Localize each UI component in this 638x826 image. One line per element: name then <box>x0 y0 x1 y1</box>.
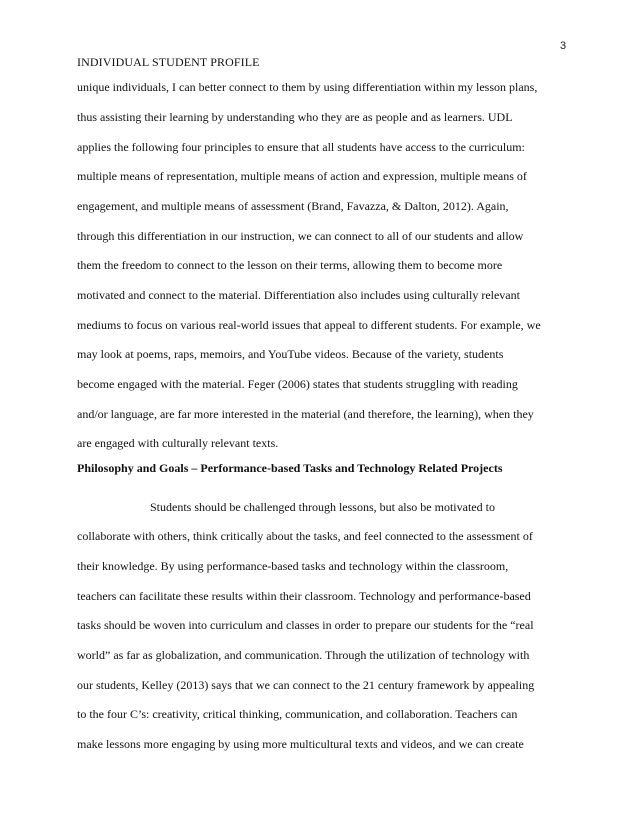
paragraph-line: Students should be challenged through lessons, but also be motivated to <box>150 500 495 514</box>
paragraph-line: tasks should be woven into curriculum and classes in order to prepare our students for the “real <box>77 618 534 632</box>
paragraph-line: and/or language, are far more interested in the material (and therefore, the learning), when they <box>77 407 534 421</box>
paragraph-line: become engaged with the material. Feger (2006) states that students struggling with reading <box>77 377 518 391</box>
paragraph-line: multiple means of representation, multiple means of action and expression, multiple means of <box>77 169 527 183</box>
paragraph-line: make lessons more engaging by using more multicultural texts and videos, and we can create <box>77 737 524 751</box>
paragraph-line: collaborate with others, think critically about the tasks, and feel connected to the assessment of <box>77 529 533 543</box>
paragraph-line: them the freedom to connect to the lesson on their terms, allowing them to become more <box>77 258 503 272</box>
paragraph-line: may look at poems, raps, memoirs, and YouTube videos. Because of the variety, students <box>77 347 504 361</box>
paragraph-line: through this differentiation in our instruction, we can connect to all of our students and allow <box>77 229 524 243</box>
paragraph-line: to the four C’s: creativity, critical thinking, communication, and collaboration. Teachers can <box>77 707 518 721</box>
paragraph-line: unique individuals, I can better connect to them by using differentiation within my lesson plans, <box>77 80 538 94</box>
paragraph-line: are engaged with culturally relevant texts. <box>77 436 279 450</box>
paragraph-line: engagement, and multiple means of assessment (Brand, Favazza, & Dalton, 2012). Again, <box>77 199 509 213</box>
paragraph-line: motivated and connect to the material. Differentiation also includes using culturally relevant <box>77 288 520 302</box>
paragraph-line: thus assisting their learning by understanding who they are as people and as learners. UDL <box>77 110 513 124</box>
running-head: INDIVIDUAL STUDENT PROFILE <box>77 55 260 69</box>
page-number: 3 <box>560 40 567 52</box>
paragraph-line: applies the following four principles to ensure that all students have access to the curriculum: <box>77 140 525 154</box>
section-heading: Philosophy and Goals – Performance-based Tasks and Technology Related Projects <box>77 461 503 475</box>
paragraph-line: our students, Kelley (2013) says that we can connect to the 21 century framework by appealing <box>77 678 535 692</box>
paragraph-line: world” as far as globalization, and communication. Through the utilization of technology with <box>77 648 530 662</box>
paragraph-line: mediums to focus on various real-world issues that appeal to different students. For example, we <box>77 318 541 332</box>
paragraph-line: teachers can facilitate these results within their classroom. Technology and performance-based <box>77 589 531 603</box>
paragraph-line: their knowledge. By using performance-based tasks and technology within the classroom, <box>77 559 509 573</box>
